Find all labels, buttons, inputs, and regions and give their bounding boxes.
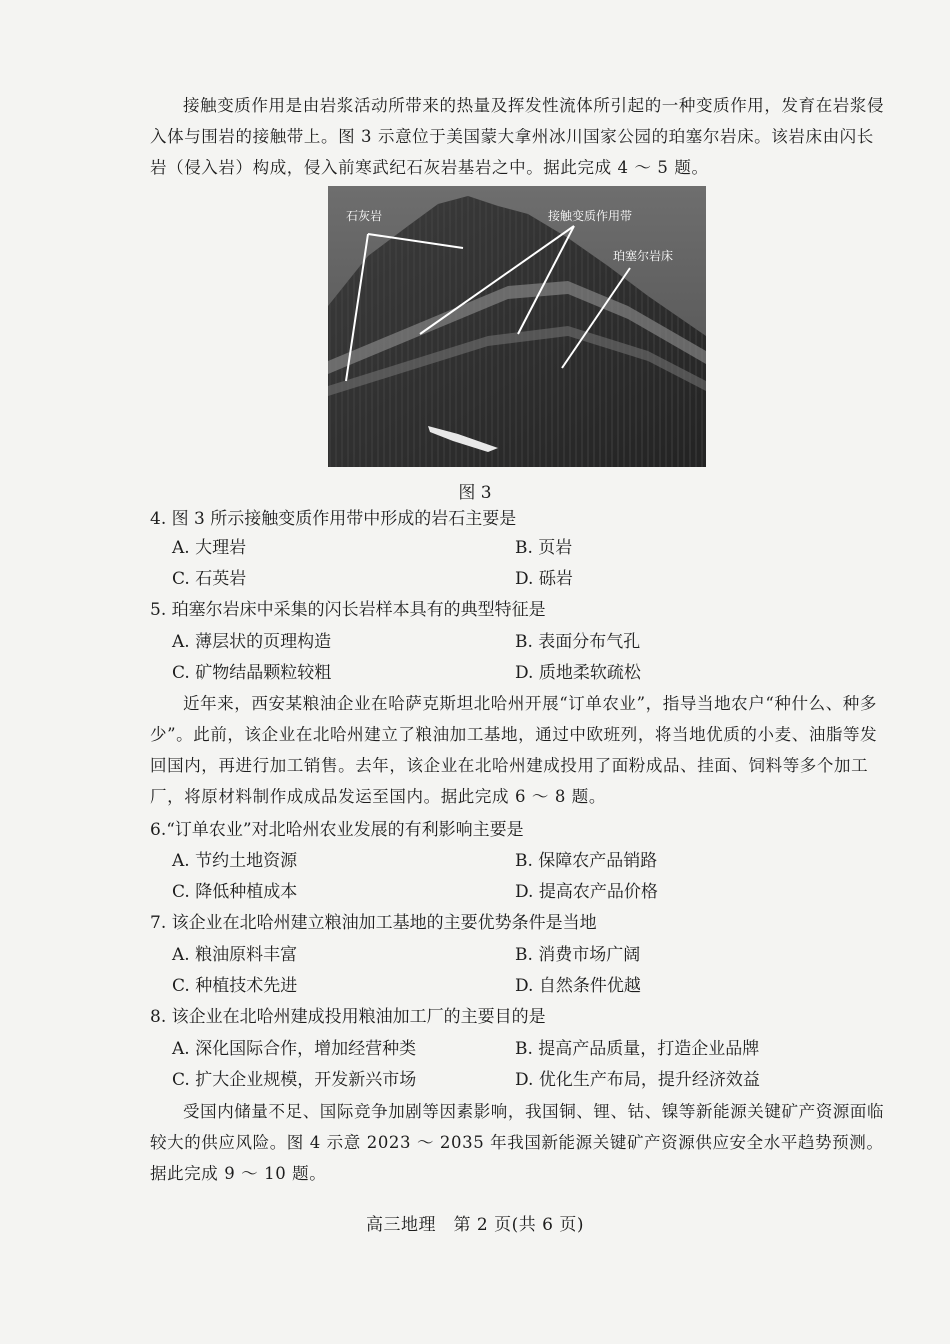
figure-3-caption: 图 3 — [458, 483, 492, 503]
q5-option-d: D. 质地柔软疏松 — [515, 663, 641, 683]
page-footer: 高三地理 第 2 页(共 6 页) — [365, 1215, 584, 1235]
q8-option-c: C. 扩大企业规模，开发新兴市场 — [172, 1070, 417, 1090]
q6-option-a: A. 节约土地资源 — [172, 851, 298, 871]
q4-option-c: C. 石英岩 — [172, 569, 247, 589]
intro-paragraph-q6-8: 近年来，西安某粮油企业在哈萨克斯坦北哈州开展“订单农业”，指导当地农户“种什么、种多少”。此前，该企业在北哈州建立了粮油加工基地，通过中欧班列，将当地优质的小麦、油脂等发回国内，再进行加工销售。去年，该企业在北哈州建成投用了面粉成品、挂面、饲料等多个加工厂，将原材料制作成成品发运至国内。据此完成 6 ～ 8 题。 — [150, 694, 878, 806]
q6-option-d: D. 提高农产品价格 — [515, 882, 658, 902]
q7-option-d: D. 自然条件优越 — [515, 976, 641, 996]
question-4-stem: 4. 图 3 所示接触变质作用带中形成的岩石主要是 — [150, 509, 517, 529]
q8-option-d: D. 优化生产布局，提升经济效益 — [515, 1070, 760, 1090]
label-contact-zone: 接触变质作用带 — [548, 209, 633, 223]
question-7-stem: 7. 该企业在北哈州建立粮油加工基地的主要优势条件是当地 — [150, 913, 597, 933]
q6-option-b: B. 保障农产品销路 — [515, 851, 658, 871]
q7-option-c: C. 种植技术先进 — [172, 976, 298, 996]
q5-option-b: B. 表面分布气孔 — [515, 632, 641, 652]
label-limestone: 石灰岩 — [346, 209, 383, 223]
intro-paragraph-q9-10: 受国内储量不足、国际竞争加剧等因素影响，我国铜、锂、钴、镍等新能源关键矿产资源面临较大的供应风险。图 4 示意 2023 ～ 2035 年我国新能源关键矿产资源供应安全水平趋势预测。据此完成 9 ～ 10 题。 — [150, 1102, 885, 1183]
question-6-stem: 6.“订单农业”对北哈州农业发展的有利影响主要是 — [150, 820, 524, 840]
q7-option-a: A. 粮油原料丰富 — [172, 945, 298, 965]
question-8-stem: 8. 该企业在北哈州建成投用粮油加工厂的主要目的是 — [150, 1007, 546, 1027]
q8-option-b: B. 提高产品质量，打造企业品牌 — [515, 1039, 760, 1059]
q8-option-a: A. 深化国际合作，增加经营种类 — [172, 1039, 417, 1059]
intro-paragraph-q4-5: 接触变质作用是由岩浆活动所带来的热量及挥发性流体所引起的一种变质作用，发育在岩浆侵入体与围岩的接触带上。图 3 示意位于美国蒙大拿州冰川国家公园的珀塞尔岩床。该岩床由闪长岩（侵入岩）构成，侵入前寒武纪石灰岩基岩之中。据此完成 4 ～ 5 题。 — [150, 96, 885, 177]
q4-option-b: B. 页岩 — [515, 538, 573, 558]
q4-option-a: A. 大理岩 — [172, 538, 247, 558]
question-5-stem: 5. 珀塞尔岩床中采集的闪长岩样本具有的典型特征是 — [150, 600, 546, 620]
q5-option-c: C. 矿物结晶颗粒较粗 — [172, 663, 332, 683]
mountain-photo-illustration — [328, 186, 706, 467]
label-sill: 珀塞尔岩床 — [613, 249, 674, 263]
q4-option-d: D. 砾岩 — [515, 569, 573, 589]
q6-option-c: C. 降低种植成本 — [172, 882, 298, 902]
q7-option-b: B. 消费市场广阔 — [515, 945, 641, 965]
q5-option-a: A. 薄层状的页理构造 — [172, 632, 332, 652]
figure-3-photo — [328, 186, 706, 467]
